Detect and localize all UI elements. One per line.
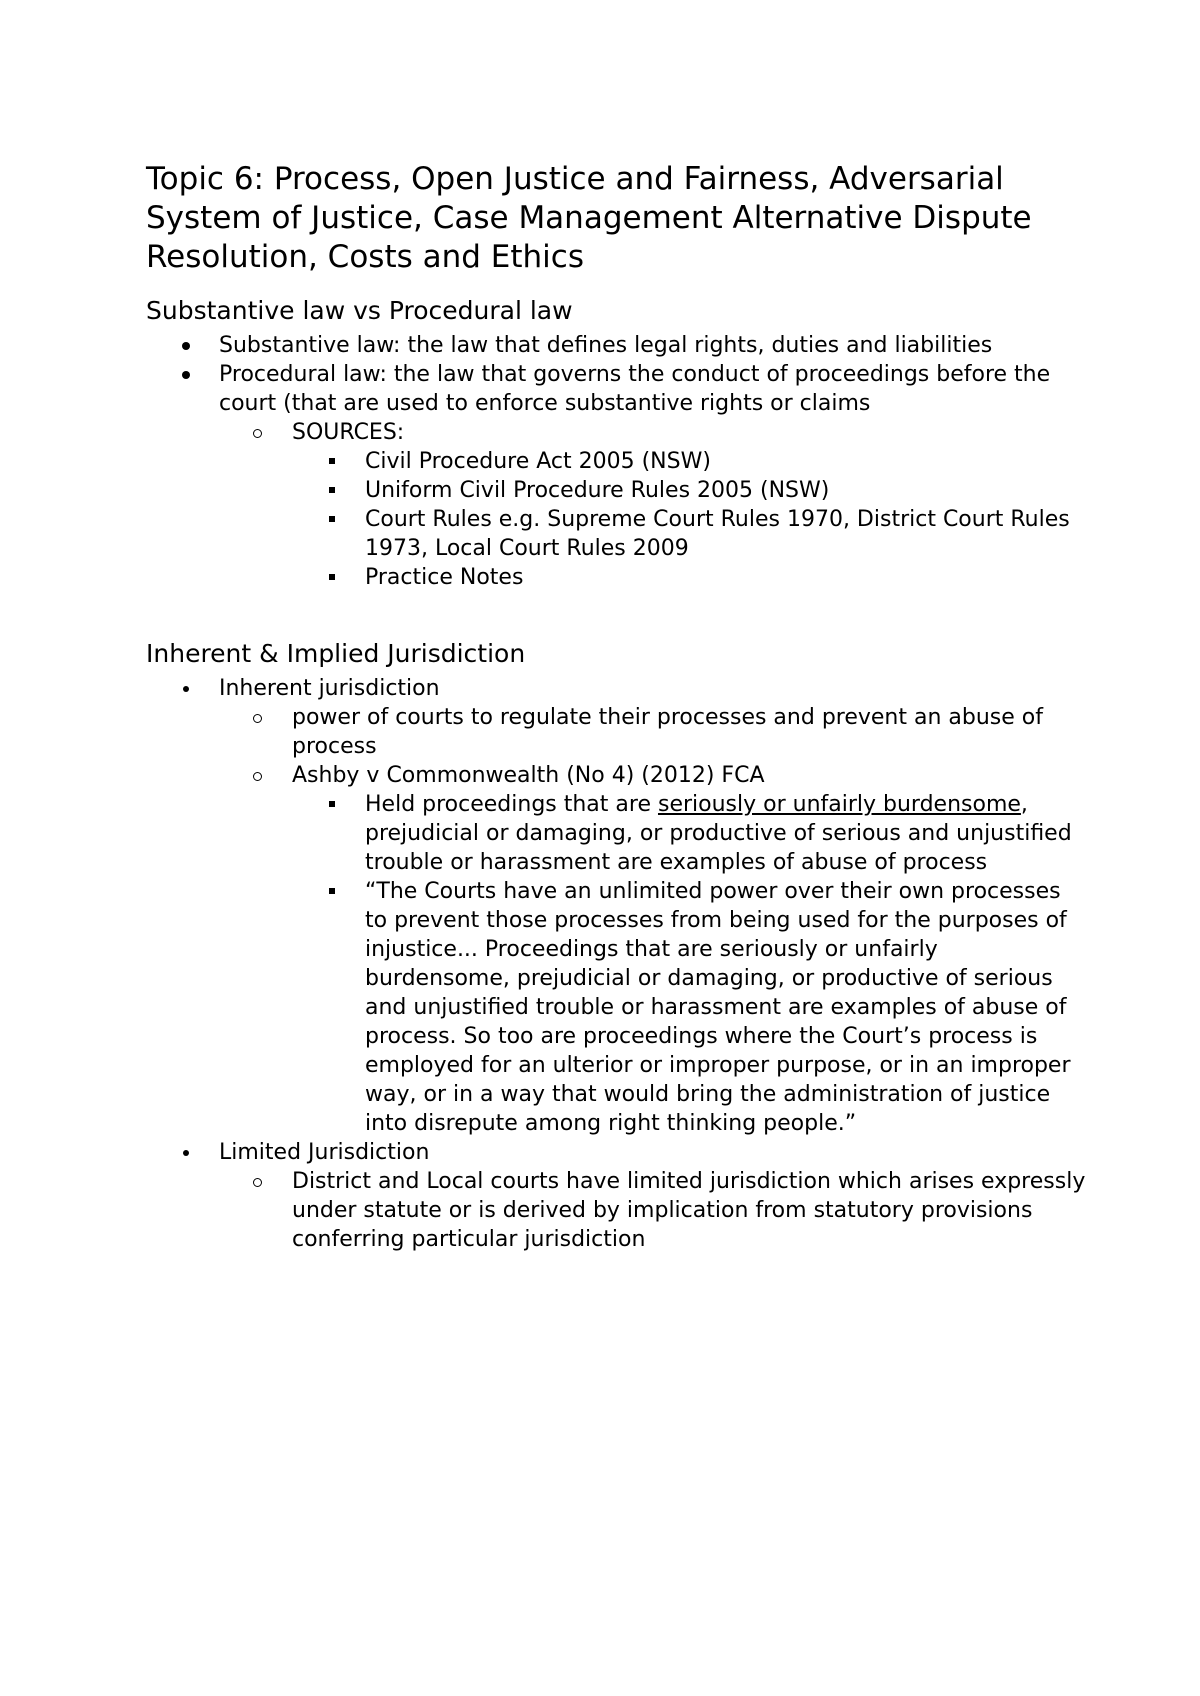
case-citation: Ashby v Commonwealth (No 4) (2012) FCA (292, 763, 765, 788)
source-text: Uniform Civil Procedure Rules 2005 (NSW) (365, 478, 830, 503)
sources-list (219, 418, 1086, 592)
section-heading-jurisdiction: Inherent & Implied Jurisdiction (146, 639, 526, 668)
list-item (292, 505, 1086, 563)
limited-sublist (219, 1167, 1086, 1254)
list-item (219, 761, 1086, 1138)
list-item (146, 674, 1086, 1138)
document-content (146, 160, 1086, 1254)
inherent-sublist (219, 703, 1086, 1138)
list-item (292, 476, 1086, 505)
list-item (146, 1138, 1086, 1254)
list-item (146, 360, 1086, 592)
list-item (146, 331, 1086, 360)
held-prefix: Held proceedings that are (365, 792, 658, 817)
document-title: Topic 6: Process, Open Justice and Fairness, Adversarial System of Justice, Case Management Alternative Dispute Resolution, Costs and Ethics (146, 161, 1032, 275)
source-text: Civil Procedure Act 2005 (NSW) (365, 449, 711, 474)
jurisdiction-list (146, 674, 1086, 1254)
list-item-text: Substantive law: the law that defines legal rights, duties and liabilities (219, 333, 993, 358)
list-item-text: power of courts to regulate their processes and prevent an abuse of process (292, 705, 1043, 759)
list-item (292, 563, 1086, 592)
case-details (292, 790, 1086, 1138)
held-suffix: , prejudicial or damaging, or productive of serious and unjustified trouble or harassment are examples of abuse of process (365, 792, 1072, 875)
sources-label: SOURCES: (292, 420, 405, 445)
quote-text: “The Courts have an unlimited power over their own processes to prevent those processes from being used for the purposes of injustice... Proceedings that are seriously or unfairly burdensome, prejudicial or damaging, or productive of serious and unjustified trouble or harassment are examples of abuse of process. So too are proceedings where the Court’s process is employed for an ulterior or improper purpose, or in an improper way, or in a way that would bring the administration of justice into disrepute among right thinking people.” (365, 879, 1071, 1136)
list-item-text: Procedural law: the law that governs the conduct of proceedings before the court (that are used to enforce substantive rights or claims (219, 362, 1051, 416)
list-item (219, 418, 1086, 592)
source-text: Court Rules e.g. Supreme Court Rules 1970, District Court Rules 1973, Local Court Rules 2009 (365, 507, 1070, 561)
list-item-text: Limited Jurisdiction (219, 1140, 430, 1165)
source-text: Practice Notes (365, 565, 524, 590)
sources-items (292, 447, 1086, 592)
list-item (219, 703, 1086, 761)
list-item-text: Inherent jurisdiction (219, 676, 440, 701)
list-item (292, 877, 1086, 1138)
list-item (292, 790, 1086, 877)
section-heading-substantive: Substantive law vs Procedural law (146, 296, 573, 325)
list-item (219, 1167, 1086, 1254)
substantive-list (146, 331, 1086, 592)
list-item-text: District and Local courts have limited jurisdiction which arises expressly under statute or is derived by implication from statutory provisions conferring particular jurisdiction (292, 1169, 1086, 1252)
list-item (292, 447, 1086, 476)
held-underlined: seriously or unfairly burdensome (657, 792, 1021, 817)
